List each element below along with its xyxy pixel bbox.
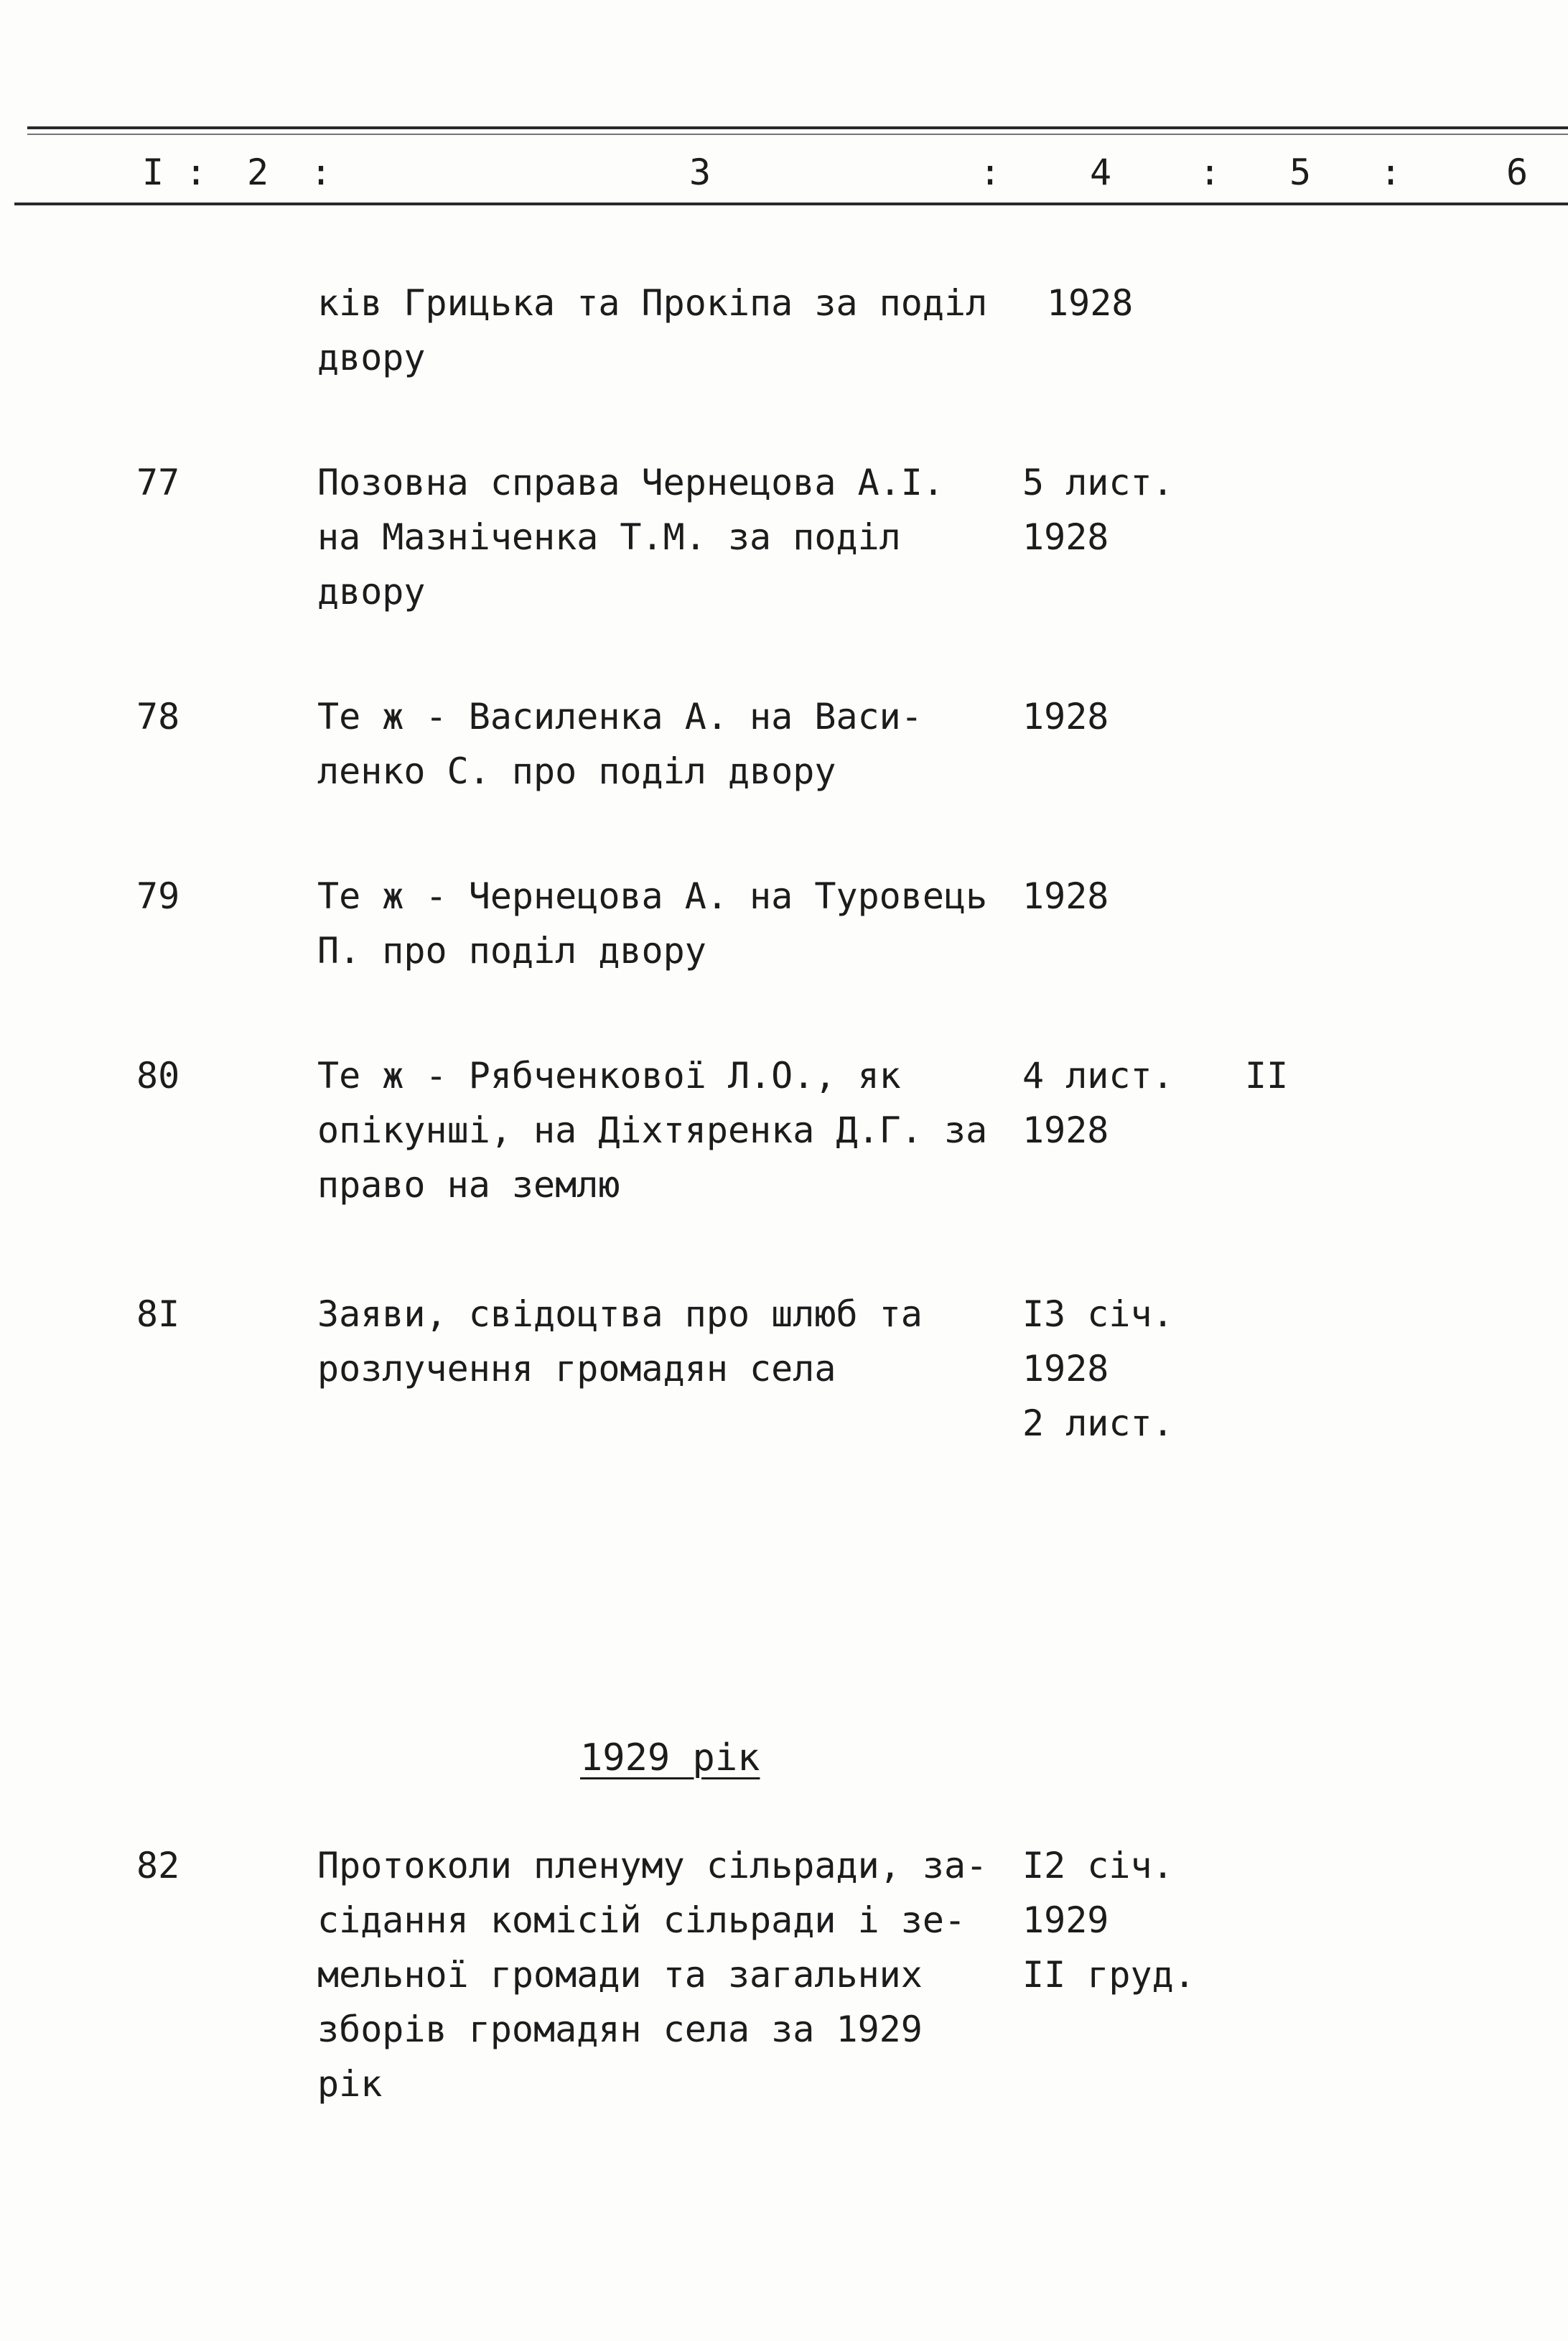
entry-description-line: сідання комісій сільради і зе- xyxy=(317,1899,966,1941)
column-separator: : xyxy=(1380,152,1402,193)
entry-description-line: опікунші, на Діхтяренка Д.Г. за xyxy=(317,1109,988,1151)
column-separator: : xyxy=(185,152,207,193)
entry-date-line: 1928 xyxy=(1022,1348,1109,1390)
entry-dates xyxy=(1022,276,1238,330)
entry-date-line: I2 січ. xyxy=(1022,1845,1174,1886)
column-separator: : xyxy=(1199,152,1221,193)
entry-date-line: 1929 xyxy=(1022,1899,1109,1941)
entry-description-line: Протоколи пленуму сільради, за- xyxy=(317,1845,988,1886)
entry-description-line: Те ж - Рябченкової Л.О., як xyxy=(317,1055,901,1097)
entry-date-line: 1928 xyxy=(1022,696,1109,737)
header-top-rule-thin xyxy=(27,134,1568,135)
entry-number: 8I xyxy=(136,1293,180,1335)
entry-description-line: ків Грицька та Прокіпа за поділ xyxy=(317,282,988,324)
entry-date-line: 1928 xyxy=(1022,875,1109,917)
entry-description-line: П. про поділ двору xyxy=(317,930,706,972)
year-heading: 1929 рік xyxy=(580,1736,760,1779)
entry-date-line: 5 лист. xyxy=(1022,462,1174,503)
entry-description-line: двору xyxy=(317,571,426,613)
entry-date-line: 1928 xyxy=(1022,1109,1109,1151)
column-header-5: 5 xyxy=(1289,152,1312,193)
column-number-header xyxy=(0,151,1568,194)
entry-description xyxy=(317,869,1021,978)
column-header-6: 6 xyxy=(1506,152,1529,193)
entry-description xyxy=(317,276,1021,385)
entry-description-line: на Мазніченка Т.М. за поділ xyxy=(317,516,901,558)
entry-description-line: Позовна справа Чернецова А.І. xyxy=(317,462,944,503)
entry-number: 80 xyxy=(136,1055,180,1097)
entry-description xyxy=(317,689,1021,799)
entry-description-line: рік xyxy=(317,2063,383,2105)
entry-date-line: 1928 xyxy=(1022,516,1109,558)
entry-description-line: двору xyxy=(317,337,426,378)
entry-description-line: Заяви, свідоцтва про шлюб та xyxy=(317,1293,923,1335)
entry-description-line: розлучення громадян села xyxy=(317,1348,836,1390)
entry-dates xyxy=(1022,1048,1238,1158)
header-top-rule xyxy=(27,126,1568,129)
entry-number: 79 xyxy=(136,875,180,917)
entry-date-line: 1928 xyxy=(1047,282,1134,324)
entry-description-line: Те ж - Василенка А. на Васи- xyxy=(317,696,923,737)
entry-number: 78 xyxy=(136,696,180,737)
entry-description-line: право на землю xyxy=(317,1164,620,1206)
entry-description-line: мельної громади та загальних xyxy=(317,1954,923,1996)
entry-description-line: ленко С. про поділ двору xyxy=(317,750,836,792)
entry-sheet-count: II xyxy=(1245,1055,1289,1097)
entry-dates xyxy=(1022,455,1238,564)
entry-date-line: II груд. xyxy=(1022,1954,1195,1996)
entry-date-line: 2 лист. xyxy=(1022,1402,1174,1444)
entry-description xyxy=(317,1838,1021,2111)
column-separator: : xyxy=(979,152,1002,193)
entry-date-line: I3 січ. xyxy=(1022,1293,1174,1335)
entry-description-line: зборів громадян села за 1929 xyxy=(317,2009,923,2050)
entry-number: 77 xyxy=(136,462,180,503)
entry-dates xyxy=(1022,869,1238,923)
entry-dates xyxy=(1022,1838,1238,2002)
column-header-4: 4 xyxy=(1090,152,1112,193)
entry-date-line: 4 лист. xyxy=(1022,1055,1174,1097)
entry-dates xyxy=(1022,689,1238,744)
entry-description xyxy=(317,1287,1021,1396)
entry-description xyxy=(317,1048,1021,1212)
entry-dates xyxy=(1022,1287,1238,1451)
entry-description-line: Те ж - Чернецова А. на Туровець xyxy=(317,875,988,917)
column-header-1: I xyxy=(142,152,164,193)
column-header-2: 2 xyxy=(247,152,269,193)
entry-description xyxy=(317,455,1021,619)
column-header-3: 3 xyxy=(689,152,711,193)
column-separator: : xyxy=(310,152,332,193)
header-bottom-rule xyxy=(14,203,1568,205)
entry-number: 82 xyxy=(136,1845,180,1886)
